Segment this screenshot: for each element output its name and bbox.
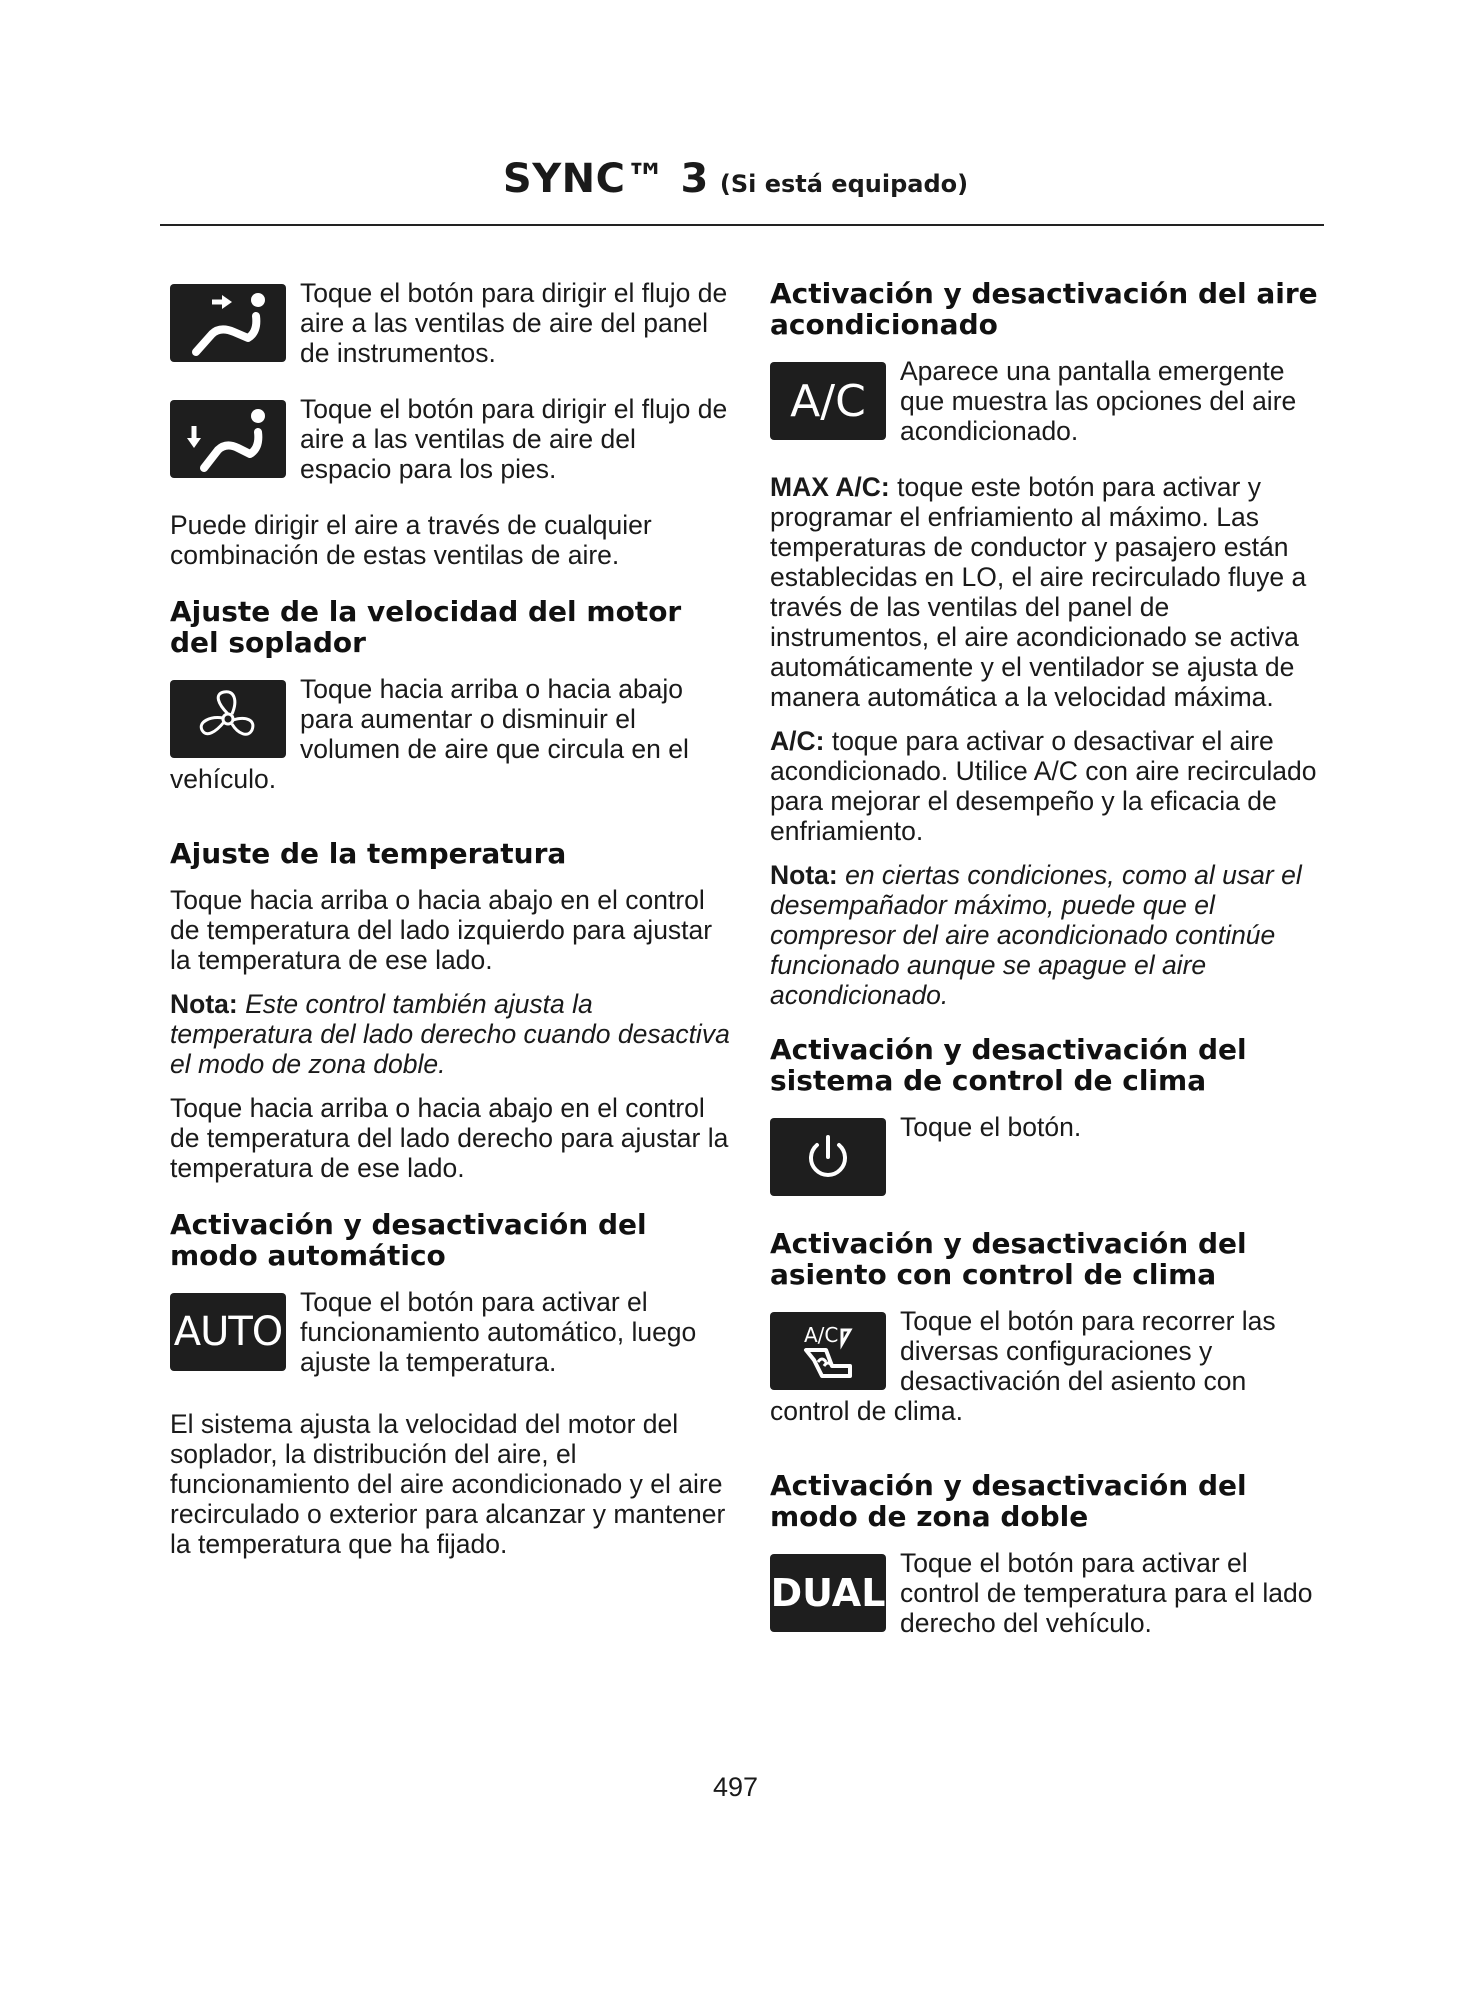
dual-heading: Activación y desactivación del modo de zona doble <box>770 1469 1247 1533</box>
panel-vent-icon <box>170 284 286 362</box>
right-column <box>770 278 1330 1664</box>
floor-vents-text: Toque el botón para dirigir el flujo de aire a las ventilas de aire del espacio para los pies. <box>300 394 728 484</box>
blower-block <box>170 674 730 808</box>
panel-vents-text: Toque el botón para dirigir el flujo de aire a las ventilas de aire del panel de instrumentos. <box>300 278 728 368</box>
temp-left-text: Toque hacia arriba o hacia abajo en el control de temperatura del lado izquierdo para ajustar la temperatura de ese lado. <box>170 885 713 975</box>
seat-block <box>770 1306 1330 1440</box>
max-ac-text: toque este botón para activar y programar el enfriamiento al máximo. Las temperaturas de conductor y pasajero están establecidas en LO, el aire recirculado fluye a través de las ventilas del panel de instrumentos, el aire acondicionado se activa automáticamente y el ventilador se ajusta de manera automática a la velocidad máxima. <box>770 472 1307 712</box>
seat-text: Toque el botón para recorrer las diversas configuraciones y desactivación del asiento con control de clima. <box>770 1306 1276 1426</box>
max-ac-label: MAX A/C: <box>770 472 890 502</box>
ac-note-text: en ciertas condiciones, como al usar el desempañador máximo, puede que el compresor del aire acondicionado continúe funcionado aunque se apague el aire acondicionado. <box>770 860 1302 1010</box>
climate-seat-icon <box>770 1312 886 1390</box>
header-divider <box>160 224 1324 226</box>
ac-block <box>770 356 1330 460</box>
ac-icon-label: A/C <box>790 375 866 427</box>
auto-icon-label: AUTO <box>173 1309 283 1355</box>
temp-right-text: Toque hacia arriba o hacia abajo en el control de temperatura del lado derecho para ajustar la temperatura de ese lado. <box>170 1093 729 1183</box>
auto-icon <box>170 1293 286 1371</box>
auto-block <box>170 1287 730 1391</box>
dual-icon-label: DUAL <box>770 1571 886 1615</box>
ac-icon <box>770 362 886 440</box>
dual-text: Toque el botón para activar el control de temperatura para el lado derecho del vehículo. <box>900 1548 1313 1638</box>
ac-heading: Activación y desactivación del aire acondicionado <box>770 277 1318 341</box>
ac-paragraph <box>770 726 1330 846</box>
climate-block <box>770 1112 1330 1202</box>
climate-heading: Activación y desactivación del sistema de control de clima <box>770 1033 1247 1097</box>
dual-icon <box>770 1554 886 1632</box>
ac-note <box>770 860 1330 1010</box>
ac-text: toque para activar o desactivar el aire acondicionado. Utilice A/C con aire recirculado para mejorar el desempeño y la eficacia de enfriamiento. <box>770 726 1317 846</box>
blower-heading: Ajuste de la velocidad del motor del soplador <box>170 595 682 659</box>
ac-note-label: Nota: <box>770 860 838 890</box>
header-title: SYNC™ 3 <box>502 156 709 202</box>
auto-heading: Activación y desactivación del modo automático <box>170 1208 647 1272</box>
header-subtitle: (Si está equipado) <box>719 170 969 198</box>
page-title <box>0 156 1471 202</box>
panel-vents-block <box>170 278 730 382</box>
power-icon <box>770 1118 886 1196</box>
blower-text: Toque hacia arriba o hacia abajo para aumentar o disminuir el volumen de aire que circula en el vehículo. <box>170 674 689 794</box>
auto-system-text: El sistema ajusta la velocidad del motor del soplador, la distribución del aire, el funcionamiento del aire acondicionado y el aire recirculado o exterior para alcanzar y mantener la temperatura que ha fijado. <box>170 1409 726 1559</box>
ac-label: A/C: <box>770 726 825 756</box>
combination-text: Puede dirigir el aire a través de cualquier combinación de estas ventilas de aire. <box>170 510 652 570</box>
seat-heading: Activación y desactivación del asiento con control de clima <box>770 1227 1247 1291</box>
temp-note-label: Nota: <box>170 989 238 1019</box>
auto-text: Toque el botón para activar el funcionamiento automático, luego ajuste la temperatura. <box>300 1287 697 1377</box>
fan-icon <box>170 680 286 758</box>
floor-vent-icon <box>170 400 286 478</box>
temp-note <box>170 989 730 1079</box>
ac-popup-text: Aparece una pantalla emergente que muestra las opciones del aire acondicionado. <box>900 356 1297 446</box>
floor-vents-block <box>170 394 730 498</box>
left-column <box>170 278 730 1573</box>
page-number: 497 <box>712 1772 759 1802</box>
temp-heading: Ajuste de la temperatura <box>170 837 567 870</box>
dual-block <box>770 1548 1330 1652</box>
max-ac-paragraph <box>770 472 1330 712</box>
climate-text: Toque el botón. <box>900 1112 1082 1142</box>
temp-note-text: Este control también ajusta la temperatura del lado derecho cuando desactiva el modo de zona doble. <box>170 989 730 1079</box>
seat-icon-label: A/C <box>804 1323 839 1347</box>
